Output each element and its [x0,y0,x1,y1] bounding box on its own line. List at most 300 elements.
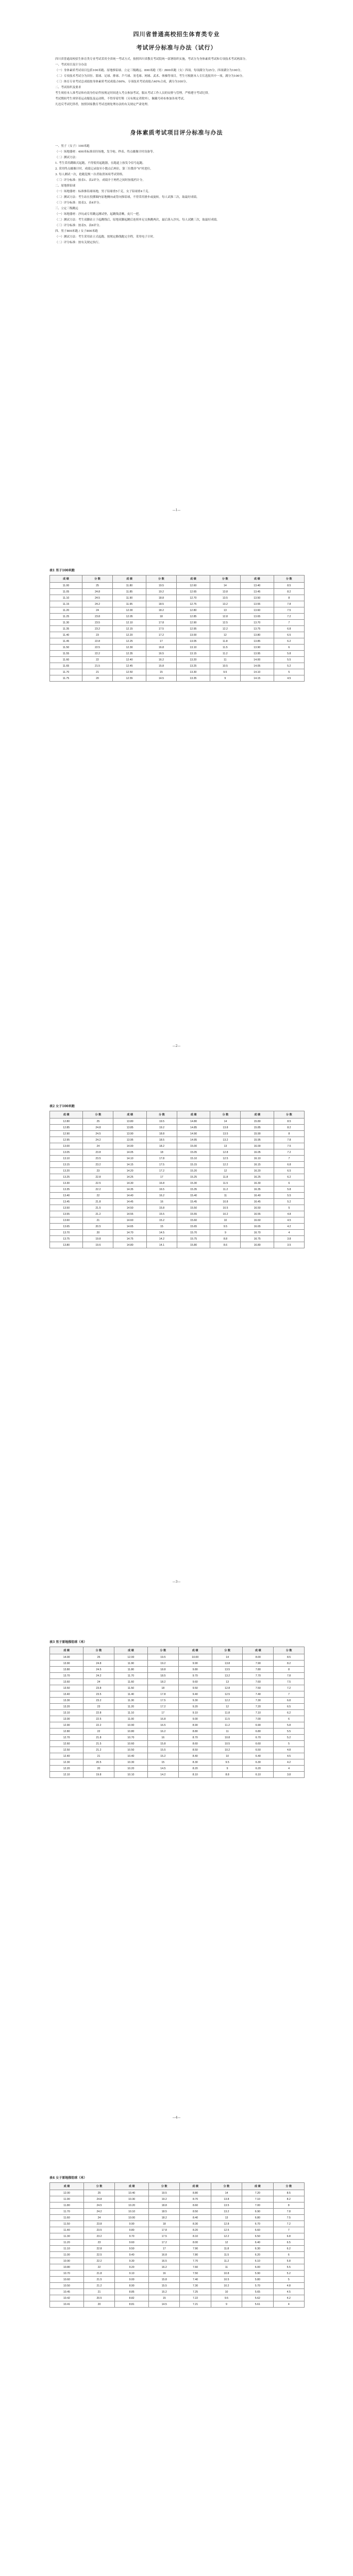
table-cell: 14.25 [113,1174,146,1180]
table-row [50,2227,305,2233]
table-cell: 6.00 [242,2264,273,2270]
table-cell: 14.75 [113,1236,146,1242]
table-row [50,2295,305,2301]
table-cell: 11.5 [211,2252,242,2258]
table-caption: 表3 男子原地推铅球（米） [49,1640,87,1644]
table-cell: 22.2 [83,1722,114,1728]
table-cell: 25 [83,1654,114,1660]
table-row [50,1704,305,1710]
table-cell: 16 [149,2270,180,2277]
table-cell: 8.60 [178,1741,212,1747]
table-cell: 9.5 [212,1759,243,1766]
table-cell: 6.8 [273,2233,304,2240]
table-cell: 12.85 [177,614,210,620]
table-cell: 12.00 [50,2190,84,2196]
section-paragraph: 一、男子（女子）100米跑 [55,145,90,148]
table-cell: 15.2 [146,1217,177,1224]
table-cell: 19.5 [147,1654,178,1660]
table-cell: 7.50 [180,2270,211,2277]
table-cell: 24 [83,1143,113,1149]
table-cell: 24.8 [83,1660,114,1667]
table-cell: 24.5 [83,2202,114,2209]
table-cell: 13.2 [212,1673,243,1679]
score-table [49,575,305,682]
table-cell: 15.5 [149,2283,180,2289]
table-cell: 17.8 [146,1156,177,1162]
table-cell: 9.90 [115,2221,149,2227]
table-cell: 20.5 [83,2295,114,2301]
table-cell: 13.40 [50,1691,83,1698]
document-title-line-2: 考试评分标准与办法（试行） [136,44,217,51]
table-row [50,1772,305,1778]
table-header-cell: 成 绩 [113,1111,146,1118]
table-cell: 11.80 [50,2202,84,2209]
table-cell: 12.80 [50,1728,83,1735]
table-cell: 13.35 [50,1187,83,1193]
table-row [50,1710,305,1716]
table-cell: 15.2 [149,2289,180,2295]
table-cell: 13.85 [113,1125,146,1131]
table-cell: 7.8 [274,601,304,607]
table-cell: 11.70 [50,669,82,675]
table-cell: 11.50 [50,645,82,651]
section-paragraph: 二、原地推铅球 [55,184,76,188]
section-paragraph: （二）测试方法：考生双脚站立于起跳线后，原地双脚起跳后连续单足交换跳两次，最后落入沙坑。每人试跳三次，取最好成绩。 [55,218,220,222]
table-row [50,1162,305,1168]
table-row [50,2246,305,2252]
table-row [50,1741,305,1747]
table-cell: 14.40 [113,1193,146,1199]
table-cell: 9.50 [115,2246,149,2252]
table-cell: 6.40 [243,1753,274,1759]
table-cell: 15.80 [241,1118,274,1125]
table-cell: 7.5 [274,1679,305,1685]
table-cell: 20 [83,2301,114,2308]
table-cell: 15.75 [177,1236,210,1242]
table-cell: 9.30 [115,2258,149,2264]
table-cell: 5.65 [242,2289,273,2295]
table-cell: 11.75 [50,675,82,682]
table-cell: 16.5 [146,1187,177,1193]
table-cell: 16.50 [241,1205,274,1211]
table-cell: 16.80 [241,1242,274,1248]
table-cell: 8.80 [178,1728,212,1735]
table-cell: 19.2 [149,2196,180,2202]
table-cell: 22.5 [82,645,112,651]
table-cell: 11.2 [210,651,240,657]
table-cell: 12.2 [210,626,240,632]
table-cell: 21.5 [83,1205,113,1211]
table-header-cell: 分 数 [273,2183,304,2190]
table-row [50,675,305,682]
table-cell: 12.5 [211,2227,242,2233]
table-cell: 15 [146,1224,177,1230]
table-cell: 18.5 [146,1137,177,1143]
table-cell: 3.8 [274,1236,304,1242]
table-cell: 9.80 [115,2227,149,2233]
table-cell: 12.2 [210,1162,241,1168]
table-cell: 5.2 [274,1735,305,1741]
table-cell: 14.15 [240,675,274,682]
table-row [50,2202,305,2209]
table-cell: 19.2 [146,1125,177,1131]
table-cell: 7 [274,1156,304,1162]
table-cell: 17.2 [147,1704,178,1710]
table-header-cell: 分 数 [274,575,304,583]
table-cell: 15.35 [177,1187,210,1193]
table-cell: 10.10 [114,1772,147,1778]
table-row [50,2270,305,2277]
table-cell: 5.5 [273,2264,304,2270]
table-cell: 15.20 [177,1168,210,1174]
table-cell: 24 [83,1679,114,1685]
table-cell: 7.2 [274,1685,305,1691]
table-cell: 7.21 [180,2301,211,2308]
table-row [50,1193,305,1199]
table-cell: 8.8 [212,1772,243,1778]
table-cell: 10.30 [114,1759,147,1766]
table-cell: 12 [212,1704,243,1710]
table-cell: 5.2 [273,2270,304,2277]
table-cell: 11.20 [114,1704,147,1710]
table-cell: 8.40 [178,1753,212,1759]
table-cell: 9.50 [178,1685,212,1691]
intro-paragraph: 四川省普通高校招生体育类专业考试采用全省统一考试方式，按照四川省教育考试院统一部署组织实施，考试分为身体素质考试和专项技术考试两部分。 [55,58,248,61]
table-cell: 9.40 [115,2252,149,2258]
table-cell: 8.6 [210,1242,241,1248]
table-cell: 14 [210,583,240,589]
table-cell: 11.60 [50,2215,84,2221]
table-cell: 24 [83,2215,114,2221]
table-cell: 15.8 [146,663,176,669]
table-cell: 18.8 [146,595,176,601]
table-cell: 11.55 [50,651,82,657]
table-cell: 13.00 [50,1143,83,1149]
table-cell: 21 [83,1217,113,1224]
table-cell: 19.5 [146,583,176,589]
table-row [50,1156,305,1162]
table-cell: 11.10 [114,1710,147,1716]
table-cell: 22 [82,657,112,663]
table-cell: 5.2 [274,1199,304,1205]
table-cell: 8 [274,1667,305,1673]
table-row [50,2196,305,2202]
table-cell: 13.75 [240,626,274,632]
table-header-cell: 分 数 [210,1111,241,1118]
table-cell: 22.5 [83,1180,113,1187]
table-row [50,1149,305,1156]
table-cell: 15.40 [177,1193,210,1199]
table-cell: 12.80 [50,1118,83,1125]
table-cell: 22.5 [83,1716,114,1722]
table-cell: 9.90 [178,1660,212,1667]
table-cell: 14.2 [147,1772,178,1778]
table-header-cell: 成 绩 [114,1647,147,1654]
table-cell: 12.5 [210,1156,241,1162]
table-row [50,1118,305,1125]
table-row [50,1230,305,1236]
table-cell: 20.5 [83,1759,114,1766]
table-cell: 14.60 [113,1217,146,1224]
table-cell: 22 [83,2264,114,2270]
table-cell: 11.50 [114,1685,147,1691]
table-cell: 10.2 [211,2283,242,2289]
table-cell: 15.8 [146,1205,177,1211]
table-cell: 7.25 [180,2289,211,2295]
table-cell: 6 [274,645,304,651]
table-cell: 10.2 [212,1747,243,1753]
table-cell: 12.95 [50,1137,83,1143]
table-row [50,2209,305,2215]
table-row [50,1660,305,1667]
table-cell: 18 [146,1149,177,1156]
table-cell: 8.30 [180,2221,211,2227]
table-cell: 13.2 [210,1137,241,1143]
table-cell: 12.8 [212,1685,243,1691]
table-cell: 17.8 [147,1691,178,1698]
score-table [49,1111,305,1248]
table-cell: 4.8 [273,2283,304,2289]
table-cell: 12.55 [113,675,146,682]
table-cell: 16.8 [147,1716,178,1722]
table-cell: 16.8 [146,1180,177,1187]
table-cell: 17.8 [149,2227,180,2233]
table-cell: 6 [274,1180,304,1187]
table-cell: 4.5 [273,2289,304,2295]
table-cell: 18.5 [146,601,176,607]
table-cell: 9.70 [178,1673,212,1679]
table-cell: 12.2 [212,1698,243,1704]
table-cell: 5.90 [242,2270,273,2277]
table-cell: 11.00 [50,2252,84,2258]
table-cell: 22.8 [83,2246,114,2252]
table-cell: 15.85 [241,1125,274,1131]
table-cell: 12.2 [211,2233,242,2240]
table-cell: 13.00 [177,632,210,638]
table-cell: 14.10 [113,1156,146,1162]
table-header-cell: 分 数 [147,1647,178,1654]
table-cell: 13.5 [210,1131,241,1137]
table-cell: 8.5 [274,1118,304,1125]
table-header-row [50,2183,305,2190]
table-cell: 24 [82,607,112,614]
section-paragraph: （三）评分标准：按表3、表4评分。 [55,201,103,205]
table-cell: 11 [211,2264,242,2270]
table-cell: 22.5 [83,2252,114,2258]
table-cell: 11.8 [211,2246,242,2252]
table-cell: 14.65 [113,1224,146,1230]
table-row [50,2301,305,2308]
page-number: —2— [172,1044,181,1048]
table-cell: 10.70 [50,2270,84,2277]
table-cell: 4.5 [274,1217,304,1224]
table-row [50,1168,305,1174]
section-title: 身体素质考试项目评分标准与办法 [130,129,223,136]
score-table [49,1647,305,1778]
table-row [50,1685,305,1691]
table-header-cell: 成 绩 [50,1647,83,1654]
table-cell: 12.80 [177,607,210,614]
table-cell: 18.5 [149,2209,180,2215]
table-cell: 13.15 [50,1162,83,1168]
table-cell: 7.10 [242,2196,273,2202]
table-row [50,1224,305,1230]
table-cell: 11.30 [114,1698,147,1704]
table-cell: 6.20 [243,1766,274,1772]
table-cell: 19.8 [83,1236,113,1242]
table-cell: 7 [273,2227,304,2233]
table-cell: 7.40 [180,2277,211,2283]
table-cell: 19.2 [146,589,176,595]
table-cell: 24.5 [83,1131,113,1137]
table-row [50,1174,305,1180]
table-cell: 11.80 [114,1667,147,1673]
table-header-cell: 成 绩 [242,2183,273,2190]
table-cell: 7.2 [273,2221,304,2227]
table-cell: 13.50 [240,595,274,601]
table-header-cell: 分 数 [212,1647,243,1654]
section-paragraph: 四、男子800米跑 / 女子800米跑 [55,230,98,233]
table-cell: 10.41 [50,2301,84,2308]
table-cell: 14.30 [113,1180,146,1187]
table-cell: 7.5 [273,2215,304,2221]
table-cell: 14.80 [113,1242,146,1248]
table-cell: 6.70 [243,1735,274,1741]
table-cell: 15.70 [177,1230,210,1236]
table-cell: 9.5 [210,1224,241,1230]
intro-paragraph: 考试期间考生须穿着运动服装及运动鞋，不得穿着钉鞋（另有规定者除外），佩戴号码布参加各项考试。 [55,97,187,100]
table-cell: 11.65 [50,663,82,669]
table-cell: 12.50 [50,1747,83,1753]
table-cell: 23.5 [82,620,112,626]
table-cell: 7.5 [274,607,304,614]
table-cell: 9.5 [210,669,240,675]
table-cell: 8.5 [273,2190,304,2196]
table-cell: 21.5 [83,1741,114,1747]
table-cell: 5.5 [274,1728,305,1735]
table-cell: 10 [211,2289,242,2295]
table-row [50,651,305,657]
section-paragraph: （二）测试方法：考生站在投掷圈内原地侧向或背向推铅球，不得采用滑步或旋转。每人试推三次，取最好成绩。 [55,196,199,199]
table-cell: 10.5 [210,1205,241,1211]
table-row [50,2190,305,2196]
table-cell: 7.8 [274,1673,305,1679]
table-cell: 21.8 [83,2270,114,2277]
table-cell: 13.30 [50,1180,83,1187]
table-cell: 8.70 [180,2196,211,2202]
table-cell: 10.5 [211,2277,242,2283]
table-cell: 10.50 [114,1747,147,1753]
table-cell: 23.8 [82,614,112,620]
section-paragraph: （二）评分标准：按有关规定执行。 [55,241,102,244]
table-cell: 5.8 [274,1187,304,1193]
table-cell: 12.40 [50,1753,83,1759]
table-cell: 15.95 [241,1137,274,1143]
table-cell: 16.35 [241,1187,274,1193]
table-cell: 12.8 [210,1149,241,1156]
table-cell: 10 [212,1753,243,1759]
table-cell: 11.35 [50,626,82,632]
table-cell: 21.2 [83,1211,113,1217]
table-cell: 14.80 [177,1118,210,1125]
table-cell: 16.5 [147,1722,178,1728]
table-cell: 17.5 [146,1162,177,1168]
table-cell: 4.5 [274,1753,305,1759]
table-cell: 10.20 [114,1766,147,1772]
section-paragraph: （二）测试方法： [55,156,78,159]
table-row [50,1242,305,1248]
table-cell: 11.85 [113,589,146,595]
table-cell: 12.00 [113,607,146,614]
table-cell: 4.8 [274,1747,305,1753]
table-cell: 5.2 [274,663,304,669]
table-cell: 19.2 [147,1660,178,1667]
table-cell: 13.80 [50,1667,83,1673]
table-cell: 15.8 [147,1741,178,1747]
table-cell: 11.10 [50,2246,84,2252]
table-cell: 15 [146,669,176,675]
score-table-block [49,568,304,682]
table-cell: 21.5 [83,2277,114,2283]
table-cell: 13 [210,1143,241,1149]
table-cell: 16.65 [241,1224,274,1230]
table-cell: 8.81 [115,2301,149,2308]
table-header-cell: 分 数 [211,2183,242,2190]
table-cell: 13.5 [210,595,240,601]
table-cell: 10.5 [212,1741,243,1747]
page-4 [0,1607,353,2143]
document-title-line-1: 四川省普通高校招生体育类专业 [133,31,220,38]
table-cell: 18.8 [149,2202,180,2209]
table-cell: 17.2 [149,2240,180,2246]
table-header-cell: 成 绩 [113,575,146,583]
table-cell: 17.5 [149,2233,180,2240]
table-cell: 15.2 [147,1753,178,1759]
table-cell: 22 [83,1193,113,1199]
table-cell: 9.20 [115,2264,149,2270]
table-header-row [50,1111,305,1118]
table-cell: 12 [210,632,240,638]
table-cell: 7.30 [180,2283,211,2289]
table-cell: 23.2 [82,626,112,632]
table-cell: 16.70 [241,1230,274,1236]
table-cell: 10.45 [50,2289,84,2295]
table-cell: 12.95 [177,626,210,632]
table-cell: 6.5 [274,632,304,638]
table-cell: 10.8 [212,1735,243,1741]
table-row [50,663,305,669]
table-cell: 8.10 [178,1772,212,1778]
table-cell: 21 [83,1753,114,1759]
table-header-cell: 分 数 [146,575,176,583]
table-cell: 25 [82,583,112,589]
table-cell: 16.05 [241,1149,274,1156]
table-cell: 24.2 [83,2209,114,2215]
table-row [50,2289,305,2295]
table-cell: 12.75 [177,601,210,607]
table-row [50,601,305,607]
table-cell: 6.60 [243,1741,274,1747]
table-cell: 22.2 [83,1187,113,1193]
table-row [50,2215,305,2221]
table-cell: 7.80 [243,1667,274,1673]
table-cell: 6.30 [243,1759,274,1766]
table-cell: 5.70 [242,2283,273,2289]
table-cell: 13.45 [50,1199,83,1205]
intro-paragraph: 二、考试组织及要求 [55,86,81,89]
table-cell: 22.2 [82,651,112,657]
table-cell: 9 [212,1766,243,1772]
